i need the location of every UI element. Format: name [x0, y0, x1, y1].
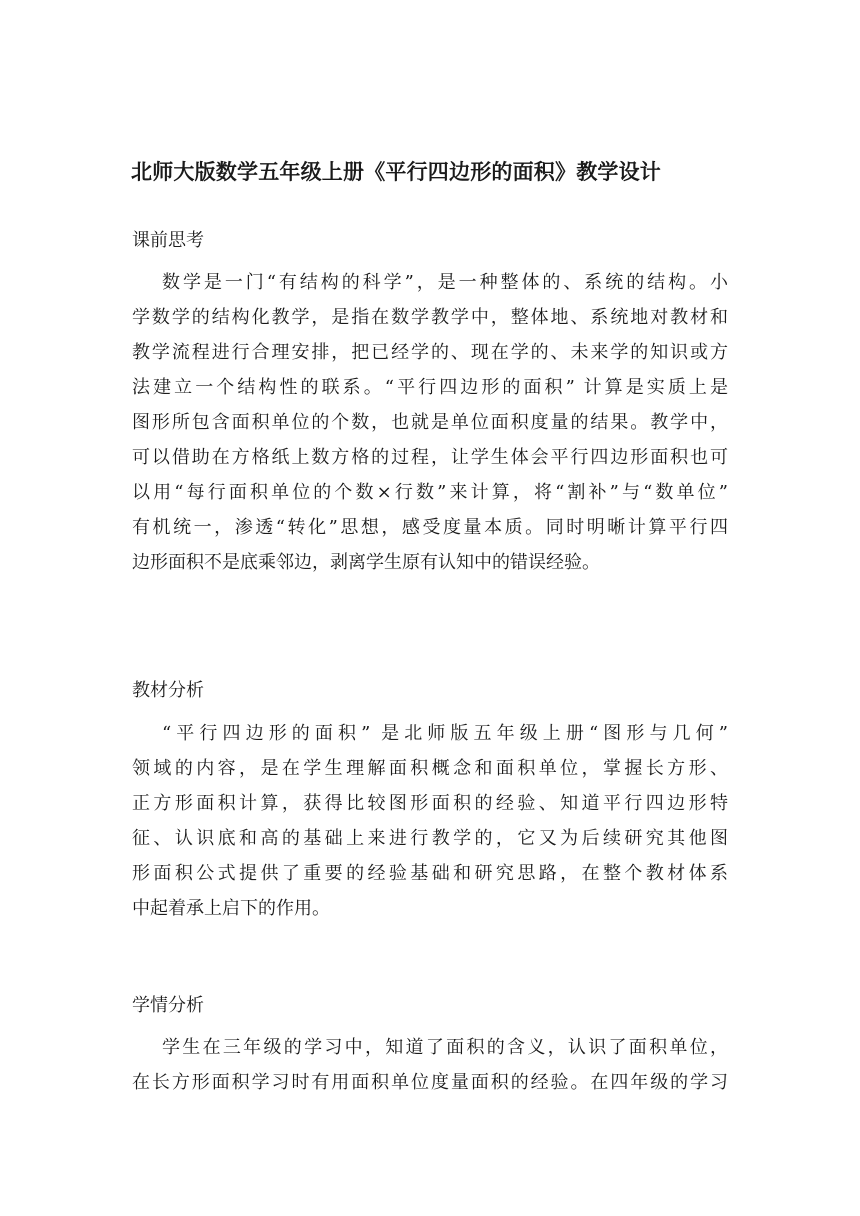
- paragraph-line: 形面积公式提供了重要的经验基础和研究思路，在整个教材体系: [132, 863, 728, 884]
- section-heading-learner-analysis: 学情分析: [132, 995, 204, 1016]
- paragraph-textbook-analysis: [132, 716, 728, 926]
- paragraph-line: 征、认识底和高的基础上来进行教学的，它又为后续研究其他图: [132, 828, 728, 849]
- paragraph-line: “平行四边形的面积” 是北师版五年级上册“图形与几何”: [162, 723, 728, 744]
- paragraph-line: 可以借助在方格纸上数方格的过程，让学生体会平行四边形面积也可: [132, 447, 728, 468]
- paragraph-line: 领域的内容，是在学生理解面积概念和面积单位，掌握长方形、: [132, 758, 728, 779]
- paragraph-line: 以用“每行面积单位的个数×行数”来计算，将“割补”与“数单位”: [132, 482, 728, 503]
- paragraph-line: 在长方形面积学习时有用面积单位度量面积的经验。在四年级的学习: [132, 1072, 728, 1093]
- document-title: 北师大版数学五年级上册《平行四边形的面积》教学设计: [131, 160, 661, 184]
- paragraph-line: 法建立一个结构性的联系。“平行四边形的面积” 计算是实质上是: [132, 377, 728, 398]
- paragraph-learner-analysis: [132, 1030, 728, 1100]
- paragraph-line: 正方形面积计算，获得比较图形面积的经验、知道平行四边形特: [132, 793, 728, 814]
- section-heading-pre-lesson-thinking: 课前思考: [132, 230, 204, 251]
- section-heading-textbook-analysis: 教材分析: [132, 680, 204, 701]
- paragraph-line: 数学是一门“有结构的科学”，是一种整体的、系统的结构。小: [162, 272, 728, 293]
- paragraph-line: 学数学的结构化教学，是指在数学教学中，整体地、系统地对教材和: [132, 307, 728, 328]
- paragraph-line: 边形面积不是底乘邻边，剥离学生原有认知中的错误经验。: [132, 552, 600, 573]
- paragraph-line: 学生在三年级的学习中，知道了面积的含义，认识了面积单位，: [162, 1037, 728, 1058]
- paragraph-line: 中起着承上启下的作用。: [132, 898, 330, 919]
- paragraph-pre-lesson-thinking: [132, 265, 728, 580]
- paragraph-line: 有机统一，渗透“转化”思想，感受度量本质。同时明晰计算平行四: [132, 517, 728, 538]
- paragraph-line: 教学流程进行合理安排，把已经学的、现在学的、未来学的知识或方: [132, 342, 728, 363]
- paragraph-line: 图形所包含面积单位的个数，也就是单位面积度量的结果。教学中，: [132, 412, 728, 433]
